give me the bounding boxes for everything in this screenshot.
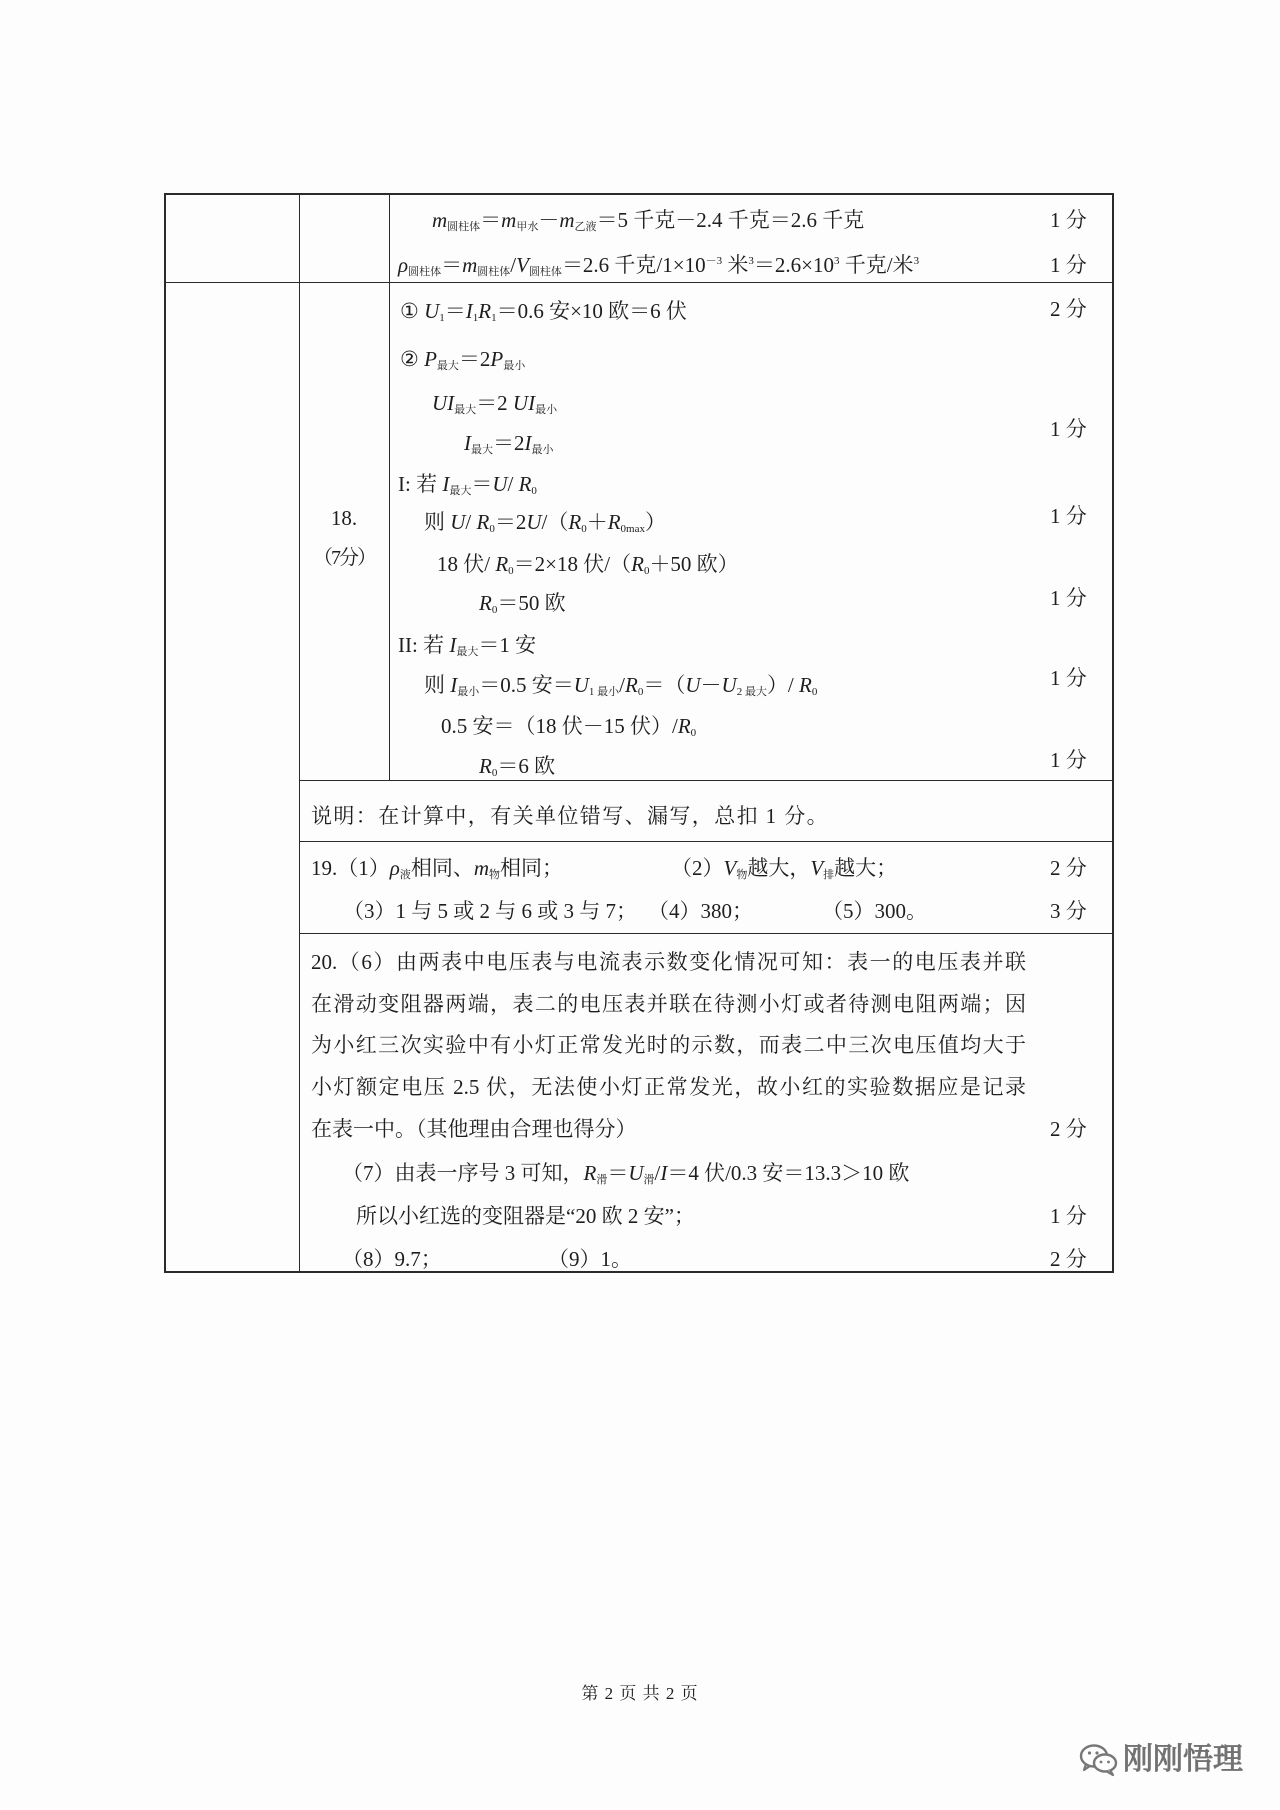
formula-line	[441, 714, 696, 738]
variable: P	[424, 347, 437, 371]
answer-part	[342, 1161, 909, 1185]
text-run: ②	[400, 347, 425, 371]
variable: U	[424, 299, 440, 323]
formula-line	[424, 673, 817, 697]
q18-answer-cell	[389, 282, 1114, 780]
variable: R	[495, 552, 509, 576]
subscript: 0	[637, 686, 644, 698]
subscript: 0	[489, 523, 495, 535]
subscript: 物	[489, 869, 501, 881]
subscript: 2 最大	[736, 686, 767, 698]
text-run: /	[507, 472, 519, 496]
text-run: /（	[541, 510, 569, 534]
subscript: 最大	[436, 360, 459, 372]
subscript: 0	[690, 727, 697, 739]
wechat-icon	[1079, 1743, 1119, 1777]
text-run: ＋	[586, 510, 608, 534]
subscript: 滑	[643, 1174, 655, 1186]
text-run: 0.5 安＝（18 伏－15 伏）/	[441, 714, 678, 738]
text-run: 则	[424, 510, 451, 534]
text-run: 越大，	[747, 856, 811, 880]
score: 1 分	[1050, 1204, 1087, 1228]
paragraph-line: 20.（6）由两表中电压表与电流表示数变化情况可知：表一的电压表并联	[311, 950, 1026, 974]
text-run: ）/	[766, 673, 800, 697]
formula-line	[400, 347, 525, 371]
variable: U	[685, 673, 701, 697]
subscript: 1	[472, 312, 479, 324]
variable: UI	[512, 391, 536, 415]
variable: R	[799, 673, 812, 697]
formula-line	[464, 431, 554, 455]
text-run: 千克/米	[839, 253, 914, 277]
text-run: ＝4 伏/0.3 安＝13.3＞10 欧	[667, 1161, 910, 1185]
subscript: 圆柱体	[528, 266, 562, 278]
text-run: ＝	[480, 208, 502, 232]
answer-part: （3）1 与 5 或 2 与 6 或 3 与 7；	[343, 899, 637, 923]
paragraph-line: 小灯额定电压 2.5 伏，无法使小灯正常发光，故小红的实验数据应是记录	[311, 1075, 1026, 1099]
text-run: I: 若	[398, 472, 443, 496]
subscript: 0	[643, 565, 650, 577]
formula-line	[398, 472, 537, 496]
text-run: －	[538, 208, 560, 232]
text-run: 米	[722, 253, 749, 277]
text-run: ＝	[444, 299, 466, 323]
text-run: ＝	[441, 253, 463, 277]
variable: R	[607, 510, 621, 534]
text-run: ＝2.6×10	[753, 253, 834, 277]
subscript: 最小	[531, 444, 554, 456]
subscript: 0	[811, 686, 818, 698]
variable: ρ	[389, 856, 400, 880]
answer-part	[311, 856, 563, 880]
variable: U	[573, 673, 589, 697]
subscript: 0max	[620, 523, 645, 535]
subscript: 最小	[535, 404, 558, 416]
variable: I	[524, 431, 532, 455]
variable: R	[476, 510, 490, 534]
text-run: ＝（	[643, 673, 686, 697]
variable: V	[723, 856, 737, 880]
text-run: 越大；	[834, 856, 898, 880]
formula-line	[432, 391, 557, 415]
subscript: 物	[736, 869, 748, 881]
text-run: ＝6 欧	[497, 754, 556, 778]
formula-line	[437, 552, 739, 576]
answer-part	[671, 856, 897, 880]
subscript: 最大	[454, 404, 477, 416]
text-run: /	[510, 253, 517, 277]
variable: U	[721, 673, 737, 697]
subscript: 0	[581, 523, 587, 535]
watermark	[1079, 1742, 1243, 1778]
text-run: ＝50 欧	[497, 591, 566, 615]
subscript: 滑	[596, 1174, 608, 1186]
score: 1 分	[1050, 253, 1087, 277]
q20-answer-cell	[299, 933, 1114, 1273]
answer-part: （4）380；	[648, 899, 753, 923]
formula-line	[400, 299, 687, 323]
text-run: ＝1 安	[478, 633, 537, 657]
subscript: 最大	[449, 485, 472, 497]
variable: I	[465, 299, 473, 323]
note-cell	[299, 780, 1114, 841]
variable: U	[450, 510, 466, 534]
variable: UI	[432, 391, 455, 415]
score: 1 分	[1050, 504, 1087, 528]
formula-line	[479, 754, 555, 778]
text-run: ＝0.6 安×10 欧＝6 伏	[496, 299, 687, 323]
text-run: ＝2	[476, 391, 513, 415]
score: 2 分	[1050, 1247, 1087, 1271]
text-run: 相同；	[500, 856, 564, 880]
formula-line	[432, 208, 864, 232]
subscript: 圆柱体	[408, 266, 442, 278]
score: 1 分	[1050, 748, 1087, 772]
variable: ρ	[398, 253, 409, 277]
text-run: 则	[424, 673, 451, 697]
variable: U	[526, 510, 542, 534]
variable: I	[660, 1161, 668, 1185]
subscript: 0	[491, 604, 498, 616]
text-run: ＝0.5 安＝	[479, 673, 574, 697]
subscript: 圆柱体	[447, 221, 481, 233]
text-run: ＝2.6 千克/1×10	[561, 253, 706, 277]
text-run: ①	[400, 299, 425, 323]
text-run: 19.（1）	[311, 856, 390, 880]
variable: R	[478, 299, 492, 323]
subscript: 乙液	[574, 221, 597, 233]
formula-line	[479, 591, 566, 615]
subscript: 0	[508, 565, 514, 577]
variable: I	[442, 472, 450, 496]
variable: P	[490, 347, 504, 371]
q17-answer-cell	[389, 193, 1114, 282]
variable: R	[568, 510, 582, 534]
subscript: 最小	[457, 686, 480, 698]
text-run: －	[700, 673, 722, 697]
text-run: /	[465, 510, 477, 534]
score: 2 分	[1050, 856, 1087, 880]
variable: m	[559, 208, 575, 232]
points-label: （7分）	[313, 547, 375, 569]
variable: R	[583, 1161, 597, 1185]
score: 1 分	[1050, 666, 1087, 690]
subscript: 1	[439, 312, 445, 324]
subscript: 0	[531, 485, 537, 497]
subscript: 最大	[471, 444, 493, 456]
subscript: 排	[823, 869, 835, 881]
variable: R	[479, 754, 492, 778]
subscript: 液	[399, 869, 411, 881]
score: 1 分	[1050, 586, 1087, 610]
variable: m	[473, 856, 490, 880]
paragraph-line: 在滑动变阻器两端，表二的电压表并联在待测小灯或者待测电阻两端；因	[311, 992, 1026, 1016]
variable: U	[628, 1161, 644, 1185]
text-run: ＝2	[493, 431, 525, 455]
superscript: 3	[833, 255, 840, 267]
text-run: II: 若	[398, 633, 450, 657]
variable: R	[518, 472, 532, 496]
text-run: ＝	[607, 1161, 629, 1185]
question-points	[299, 545, 389, 570]
grading-note: 说明：在计算中，有关单位错写、漏写，总扣 1 分。	[311, 804, 829, 828]
superscript: 3	[748, 255, 754, 267]
variable: m	[462, 253, 478, 277]
score: 3 分	[1050, 899, 1087, 923]
q18-number-cell	[299, 282, 389, 780]
text-run: ＝	[471, 472, 493, 496]
text-run: /	[654, 1161, 661, 1185]
variable: R	[631, 552, 644, 576]
formula-line	[398, 633, 536, 657]
variable: I	[449, 633, 457, 657]
variable: R	[677, 714, 691, 738]
text-run: （2）	[671, 856, 724, 880]
answer-part: （8）9.7；	[342, 1247, 442, 1271]
q19-answer-cell	[299, 841, 1114, 933]
answer-part: （5）300。	[822, 899, 927, 923]
score: 1 分	[1050, 208, 1087, 232]
variable: R	[479, 591, 492, 615]
question-number: 18.	[330, 506, 358, 530]
variable: R	[625, 673, 638, 697]
text-run: ＝2×18 伏/（	[513, 552, 632, 576]
variable: m	[501, 208, 517, 232]
answer-part: （9）1。	[548, 1247, 632, 1271]
variable: V	[810, 856, 824, 880]
formula-line	[398, 253, 919, 277]
variable: m	[432, 208, 448, 232]
paragraph-line: 在表一中。（其他理由合理也得分）	[311, 1117, 637, 1141]
subscript: 圆柱体	[477, 266, 511, 278]
text-run: （7）由表一序号 3 可知，	[342, 1161, 584, 1185]
answer-part: 所以小红选的变阻器是“20 欧 2 安”；	[356, 1204, 695, 1228]
text-run: ＝5 千克－2.4 千克＝2.6 千克	[596, 208, 865, 232]
watermark-text: 刚刚悟理	[1123, 1742, 1243, 1777]
page-number: 第 2 页 共 2 页	[581, 1684, 699, 1703]
subscript: 0	[491, 767, 498, 779]
subscript: 最大	[456, 646, 479, 658]
variable: V	[516, 253, 529, 277]
superscript: 3	[913, 255, 920, 267]
paragraph-line: 为小红三次实验中有小灯正常发光时的示数，而表二中三次电压值均大于	[311, 1033, 1026, 1057]
text-run: /	[619, 673, 626, 697]
subscript: 1 最小	[588, 686, 620, 698]
text-run: 18 伏/	[437, 552, 496, 576]
variable: U	[492, 472, 508, 496]
text-run: ）	[644, 510, 666, 534]
text-run: 相同、	[410, 856, 474, 880]
text-run: ＋50 欧）	[649, 552, 739, 576]
text-run: ＝2	[494, 510, 527, 534]
score: 2 分	[1050, 1117, 1087, 1141]
score: 2 分	[1050, 297, 1087, 321]
formula-line	[424, 510, 666, 534]
superscript: －3	[705, 255, 723, 267]
score: 1 分	[1050, 417, 1087, 441]
text-run: ＝2	[458, 347, 491, 371]
subscript: 甲水	[516, 221, 539, 233]
variable: I	[450, 673, 458, 697]
variable: I	[464, 431, 471, 455]
subscript: 1	[491, 312, 497, 324]
subscript: 最小	[503, 360, 526, 372]
